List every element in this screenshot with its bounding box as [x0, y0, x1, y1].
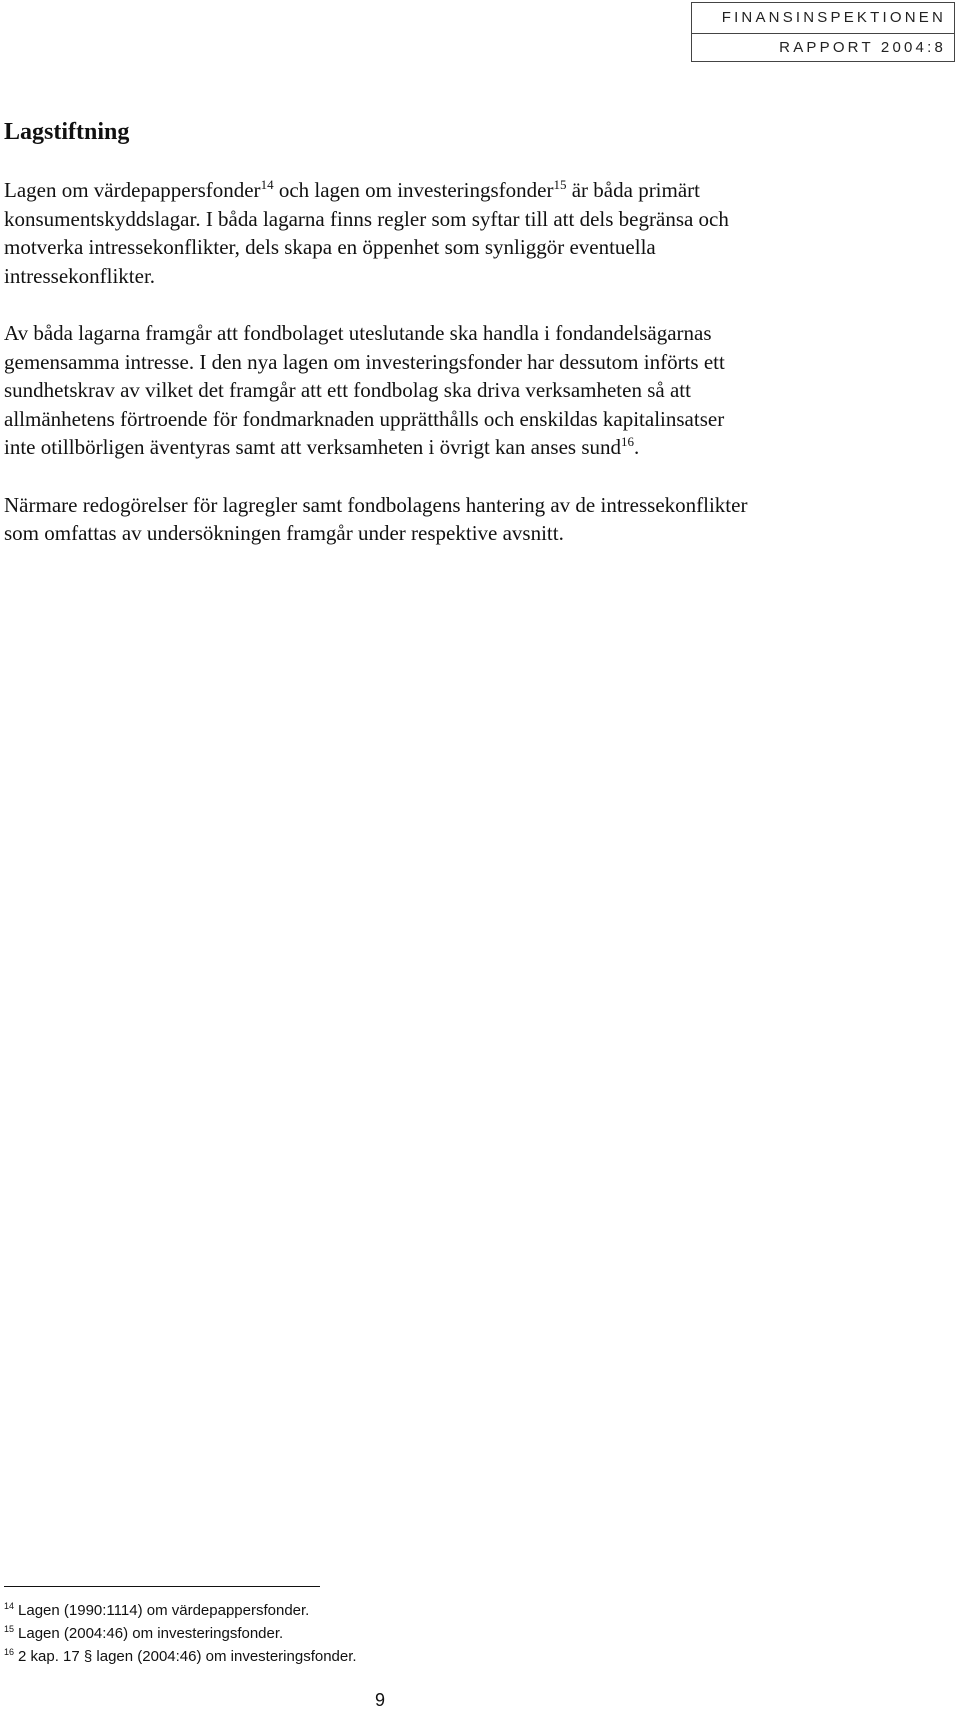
- footnote-text: 2 kap. 17 § lagen (2004:46) om investeringsfonder.: [18, 1648, 357, 1665]
- footnotes: [4, 1597, 704, 1666]
- paragraph-2-text-a: Av båda lagarna framgår att fondbolaget uteslutande ska handla i fondandelsägarnas gemensamma intresse. I den nya lagen om investeringsfonder har dessutom införts ett sundhetskrav av vilket det framgår att ett fondbolag ska driva verksamheten så att allmänhetens förtroende för fondmarknaden upprätthålls och enskildas kapitalinsatser inte otillbörligen äventyras samt att verksamheten i övrigt kan anses sund: [4, 321, 725, 459]
- paragraph-1-text-c: är båda primärt konsumentskyddslagar. I båda lagarna finns regler som syftar till att dels begränsa och motverka intressekonflikter, dels skapa en öppenhet som synliggör eventuella intressekonflikter.: [4, 178, 729, 288]
- paragraph-2: [4, 319, 749, 462]
- report-header-box: [691, 2, 955, 62]
- main-content: [4, 116, 749, 577]
- paragraph-1-text-a: Lagen om värdepappersfonder: [4, 178, 261, 202]
- footnote-number: 15: [4, 1624, 15, 1634]
- footnote-item: [4, 1620, 704, 1643]
- paragraph-2-text-b: .: [634, 435, 640, 459]
- footnote-number: 14: [4, 1601, 15, 1611]
- footnote-item: [4, 1597, 704, 1620]
- paragraph-1: [4, 176, 749, 290]
- page-number: 9: [374, 1690, 385, 1710]
- paragraph-3: Närmare redogörelser för lagregler samt fondbolagens hantering av de intressekonflikter som omfattas av undersökningen framgår under respektive avsnitt.: [4, 492, 748, 545]
- header-report-id: RAPPORT 2004:8: [779, 39, 946, 56]
- footnote-item: [4, 1643, 704, 1666]
- header-org: FINANSINSPEKTIONEN: [692, 3, 954, 34]
- footnote-number: 16: [4, 1647, 15, 1657]
- section-title: Lagstiftning: [4, 119, 130, 145]
- footnote-ref-15: 15: [553, 177, 567, 192]
- footnote-separator: [4, 1586, 320, 1587]
- footnote-text: Lagen (1990:1114) om värdepappersfonder.: [18, 1602, 310, 1619]
- footnote-ref-16: 16: [621, 434, 635, 449]
- paragraph-1-text-b: och lagen om investeringsfonder: [273, 178, 554, 202]
- footnote-text: Lagen (2004:46) om investeringsfonder.: [18, 1625, 284, 1642]
- footnote-ref-14: 14: [260, 177, 274, 192]
